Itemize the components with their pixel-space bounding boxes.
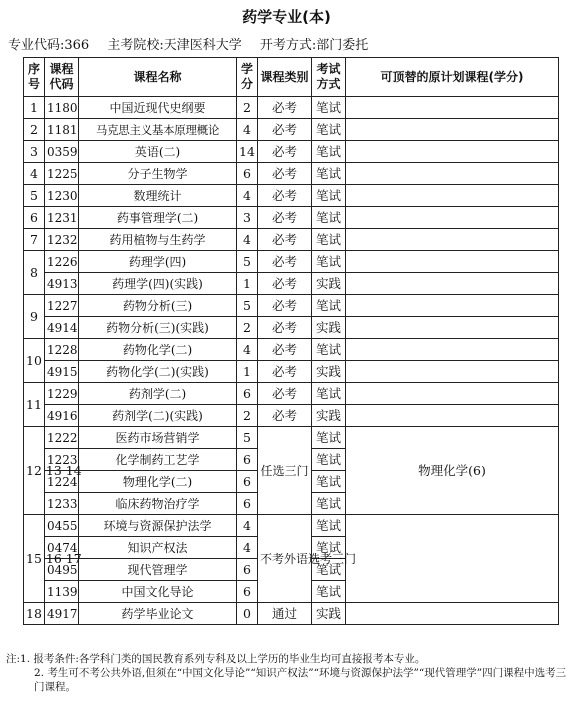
row-seq: 18 (24, 603, 45, 625)
table-row (24, 383, 559, 405)
row-name: 医药市场营销学 (79, 427, 237, 449)
row-type: 必考 (258, 405, 312, 427)
row-credit: 3 (237, 207, 258, 229)
row-seq: 5 (24, 185, 45, 207)
row-name: 数理统计 (79, 185, 237, 207)
row-code: 1231 (45, 207, 79, 229)
row-exam: 笔试 (312, 185, 346, 207)
group-type: 任选三门 (258, 427, 312, 515)
row-code: 4916 (45, 405, 79, 427)
row-credit: 6 (237, 471, 258, 493)
row-exam: 实践 (312, 273, 346, 295)
row-code: 1233 (45, 493, 79, 515)
page-title: 药学专业(本) (242, 8, 331, 26)
row-replace (346, 361, 559, 383)
row-exam: 笔试 (312, 537, 346, 559)
table-row (24, 119, 559, 141)
table-row (24, 229, 559, 251)
row-code: 1229 (45, 383, 79, 405)
row-code: 0495 (45, 559, 79, 581)
row-code: 0474 (45, 537, 79, 559)
row-replace (346, 141, 559, 163)
row-name: 药剂学(二) (79, 383, 237, 405)
row-exam: 笔试 (312, 559, 346, 581)
row-exam: 笔试 (312, 581, 346, 603)
row-exam: 笔试 (312, 295, 346, 317)
row-replace (346, 339, 559, 361)
table-row (24, 141, 559, 163)
row-name: 药物化学(二)(实践) (79, 361, 237, 383)
note-2: 2. 考生可不考公共外语,但须在“中国文化导论”“知识产权法”“环境与资源保护法学”“现代管理学”四门课程中选考三门课程。 (34, 667, 567, 693)
row-seq: 3 (24, 141, 45, 163)
notes (6, 652, 568, 694)
table-row (24, 339, 559, 361)
row-type: 必考 (258, 273, 312, 295)
row-exam: 笔试 (312, 471, 346, 493)
table-row (24, 361, 559, 383)
row-code: 4917 (45, 603, 79, 625)
course-table (23, 57, 559, 625)
row-exam: 实践 (312, 361, 346, 383)
row-replace (346, 603, 559, 625)
row-code: 1228 (45, 339, 79, 361)
row-exam: 笔试 (312, 383, 346, 405)
row-name: 中国文化导论 (79, 581, 237, 603)
row-replace (346, 273, 559, 295)
row-seq: 11 (24, 383, 45, 427)
row-exam: 笔试 (312, 339, 346, 361)
row-type: 必考 (258, 163, 312, 185)
row-exam: 笔试 (312, 229, 346, 251)
header-credit: 学分 (237, 58, 258, 97)
row-replace (346, 251, 559, 273)
row-type: 必考 (258, 119, 312, 141)
row-replace (346, 229, 559, 251)
row-credit: 6 (237, 449, 258, 471)
row-code: 1232 (45, 229, 79, 251)
table-row (24, 515, 559, 537)
row-type: 必考 (258, 207, 312, 229)
row-code: 1223 (45, 449, 79, 471)
header-replace: 可顶替的原计划课程(学分) (346, 58, 559, 97)
row-code: 1139 (45, 581, 79, 603)
row-name: 药理学(四)(实践) (79, 273, 237, 295)
row-type: 必考 (258, 361, 312, 383)
table-row (24, 603, 559, 625)
row-replace (346, 97, 559, 119)
row-credit: 4 (237, 185, 258, 207)
header-code: 课程代码 (45, 58, 79, 97)
row-replace (346, 295, 559, 317)
row-name: 现代管理学 (79, 559, 237, 581)
row-code: 1180 (45, 97, 79, 119)
table-row (24, 427, 559, 449)
row-code: 1181 (45, 119, 79, 141)
header-seq: 序号 (24, 58, 45, 97)
row-code: 0359 (45, 141, 79, 163)
group-type: 不考外语选考三门 (258, 515, 312, 603)
header-type: 课程类别 (258, 58, 312, 97)
row-credit: 2 (237, 405, 258, 427)
row-exam: 笔试 (312, 163, 346, 185)
table-row (24, 163, 559, 185)
row-replace (346, 185, 559, 207)
group-seq: 12 13 14 (24, 427, 45, 515)
row-credit: 6 (237, 559, 258, 581)
row-name: 英语(二) (79, 141, 237, 163)
row-type: 必考 (258, 97, 312, 119)
row-seq: 1 (24, 97, 45, 119)
row-code: 0455 (45, 515, 79, 537)
row-code: 1230 (45, 185, 79, 207)
row-credit: 14 (237, 141, 258, 163)
row-name: 药剂学(二)(实践) (79, 405, 237, 427)
row-code: 1224 (45, 471, 79, 493)
exam-school: 主考院校:天津医科大学 (107, 38, 242, 53)
row-code: 1226 (45, 251, 79, 273)
row-name: 化学制药工艺学 (79, 449, 237, 471)
row-credit: 5 (237, 295, 258, 317)
header-exam: 考试方式 (312, 58, 346, 97)
row-type: 必考 (258, 229, 312, 251)
row-code: 4913 (45, 273, 79, 295)
row-credit: 4 (237, 537, 258, 559)
row-credit: 4 (237, 515, 258, 537)
row-type: 必考 (258, 339, 312, 361)
table-row (24, 405, 559, 427)
row-exam: 实践 (312, 317, 346, 339)
row-code: 4914 (45, 317, 79, 339)
row-credit: 5 (237, 251, 258, 273)
row-name: 马克思主义基本原理概论 (79, 119, 237, 141)
row-name: 药事管理学(二) (79, 207, 237, 229)
row-seq: 7 (24, 229, 45, 251)
row-name: 药学毕业论文 (79, 603, 237, 625)
row-replace (346, 119, 559, 141)
row-replace (346, 383, 559, 405)
row-credit: 2 (237, 97, 258, 119)
row-seq: 8 (24, 251, 45, 295)
row-exam: 实践 (312, 405, 346, 427)
row-type: 必考 (258, 295, 312, 317)
row-exam: 笔试 (312, 207, 346, 229)
row-exam: 笔试 (312, 449, 346, 471)
row-name: 分子生物学 (79, 163, 237, 185)
row-credit: 5 (237, 427, 258, 449)
row-credit: 1 (237, 273, 258, 295)
row-name: 药物分析(三)(实践) (79, 317, 237, 339)
row-code: 4915 (45, 361, 79, 383)
row-replace (346, 317, 559, 339)
row-type: 必考 (258, 185, 312, 207)
table-row (24, 251, 559, 273)
row-exam: 笔试 (312, 515, 346, 537)
row-credit: 6 (237, 581, 258, 603)
row-type: 通过 (258, 603, 312, 625)
row-credit: 6 (237, 383, 258, 405)
row-exam: 实践 (312, 603, 346, 625)
row-credit: 1 (237, 361, 258, 383)
table-row (24, 97, 559, 119)
row-credit: 2 (237, 317, 258, 339)
row-name: 环境与资源保护法学 (79, 515, 237, 537)
row-name: 临床药物治疗学 (79, 493, 237, 515)
table-row (24, 317, 559, 339)
row-name: 药物化学(二) (79, 339, 237, 361)
note-1: 注:1. 报考条件:各学科门类的国民教育系列专科及以上学历的毕业生均可直接报考本专业。 (6, 653, 426, 665)
row-name: 药理学(四) (79, 251, 237, 273)
row-name: 中国近现代史纲要 (79, 97, 237, 119)
row-name: 药物分析(三) (79, 295, 237, 317)
row-credit: 0 (237, 603, 258, 625)
row-replace (346, 405, 559, 427)
row-replace (346, 207, 559, 229)
row-seq: 2 (24, 119, 45, 141)
row-name: 物理化学(二) (79, 471, 237, 493)
row-credit: 4 (237, 119, 258, 141)
row-code: 1225 (45, 163, 79, 185)
group-replace: 物理化学(6) (346, 427, 559, 515)
row-seq: 6 (24, 207, 45, 229)
row-credit: 6 (237, 163, 258, 185)
group-replace (346, 515, 559, 603)
row-exam: 笔试 (312, 97, 346, 119)
row-exam: 笔试 (312, 251, 346, 273)
row-exam: 笔试 (312, 427, 346, 449)
row-credit: 6 (237, 493, 258, 515)
row-exam: 笔试 (312, 141, 346, 163)
row-type: 必考 (258, 141, 312, 163)
row-seq: 4 (24, 163, 45, 185)
row-name: 知识产权法 (79, 537, 237, 559)
table-row (24, 207, 559, 229)
row-credit: 4 (237, 229, 258, 251)
row-type: 必考 (258, 317, 312, 339)
major-info (8, 34, 568, 53)
row-exam: 笔试 (312, 493, 346, 515)
table-row (24, 273, 559, 295)
row-type: 必考 (258, 383, 312, 405)
row-seq: 9 (24, 295, 45, 339)
row-code: 1227 (45, 295, 79, 317)
row-replace (346, 163, 559, 185)
row-name: 药用植物与生药学 (79, 229, 237, 251)
table-header (24, 58, 559, 97)
group-seq: 15 16 17 (24, 515, 45, 603)
row-exam: 笔试 (312, 119, 346, 141)
row-type: 必考 (258, 251, 312, 273)
major-code: 专业代码:366 (8, 38, 90, 53)
row-credit: 4 (237, 339, 258, 361)
row-seq: 10 (24, 339, 45, 383)
header-name: 课程名称 (79, 58, 237, 97)
row-code: 1222 (45, 427, 79, 449)
exam-mode: 开考方式:部门委托 (259, 38, 369, 53)
table-row (24, 295, 559, 317)
table-row (24, 185, 559, 207)
